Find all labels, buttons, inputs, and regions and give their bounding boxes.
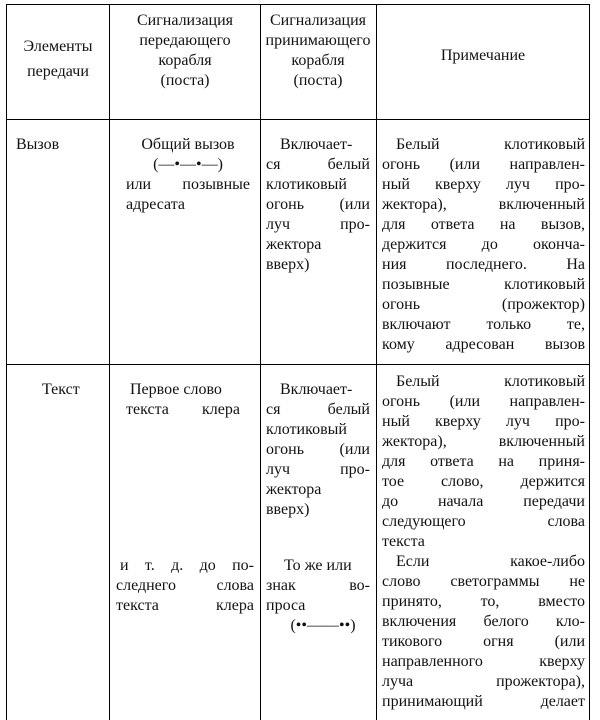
row-text-receiving-more: То же или знак во- проса (••——••) bbox=[266, 557, 370, 634]
row-divider bbox=[6, 364, 590, 365]
header-note: Примечание bbox=[440, 47, 526, 64]
row-text-note: Белый клотиковый огонь (или направлен- ный кверху луч про- жектора), включенный для ответа на приня- тое слово, держится до начала передачи следующего слова текста bbox=[382, 373, 585, 550]
row-call-note: Белый клотиковый огонь (или направлен- ный кверху луч про- жектора), включенный для ответа на вызов, держится до оконча- ния последнего. На позывные клотиковый огонь (прожектор) включают только те, кому адресован вызов bbox=[382, 136, 585, 353]
row-text-receiving: Включает- ся белый клотиковый огонь (или луч про- жектора вверх) bbox=[266, 381, 370, 518]
row-call-element: Вызов bbox=[16, 136, 60, 153]
header-receiving-signal: Сигнализация принимающего корабля (поста) bbox=[265, 12, 371, 89]
header-elements: Элементы передачи bbox=[23, 38, 93, 80]
table-border-top bbox=[6, 4, 590, 5]
row-text-note-more: Если какое-либо слово светограммы не принято, то, вместо включения белого кло- тикового огня (или направленного кверху луча прожектора), принимающий делает bbox=[382, 553, 585, 710]
row-text-sending: Первое слово текста клера bbox=[126, 381, 240, 418]
row-call-sending: Общий вызов (—•—•—) или позывные адресата bbox=[126, 136, 250, 213]
header-divider bbox=[6, 119, 590, 120]
row-call-receiving: Включает- ся белый клотиковый огонь (или луч про- жектора вверх) bbox=[266, 136, 370, 273]
table-border-left bbox=[6, 4, 7, 720]
column-divider-1 bbox=[109, 4, 110, 720]
row-text-element: Текст bbox=[42, 381, 80, 398]
header-sending-signal: Сигнализация передающего корабля (поста) bbox=[136, 12, 234, 89]
table-border-right bbox=[589, 4, 590, 720]
row-text-sending-more: и т. д. до по- следнего слова текста клера bbox=[116, 557, 254, 614]
column-divider-2 bbox=[260, 4, 261, 720]
column-divider-3 bbox=[376, 4, 377, 720]
